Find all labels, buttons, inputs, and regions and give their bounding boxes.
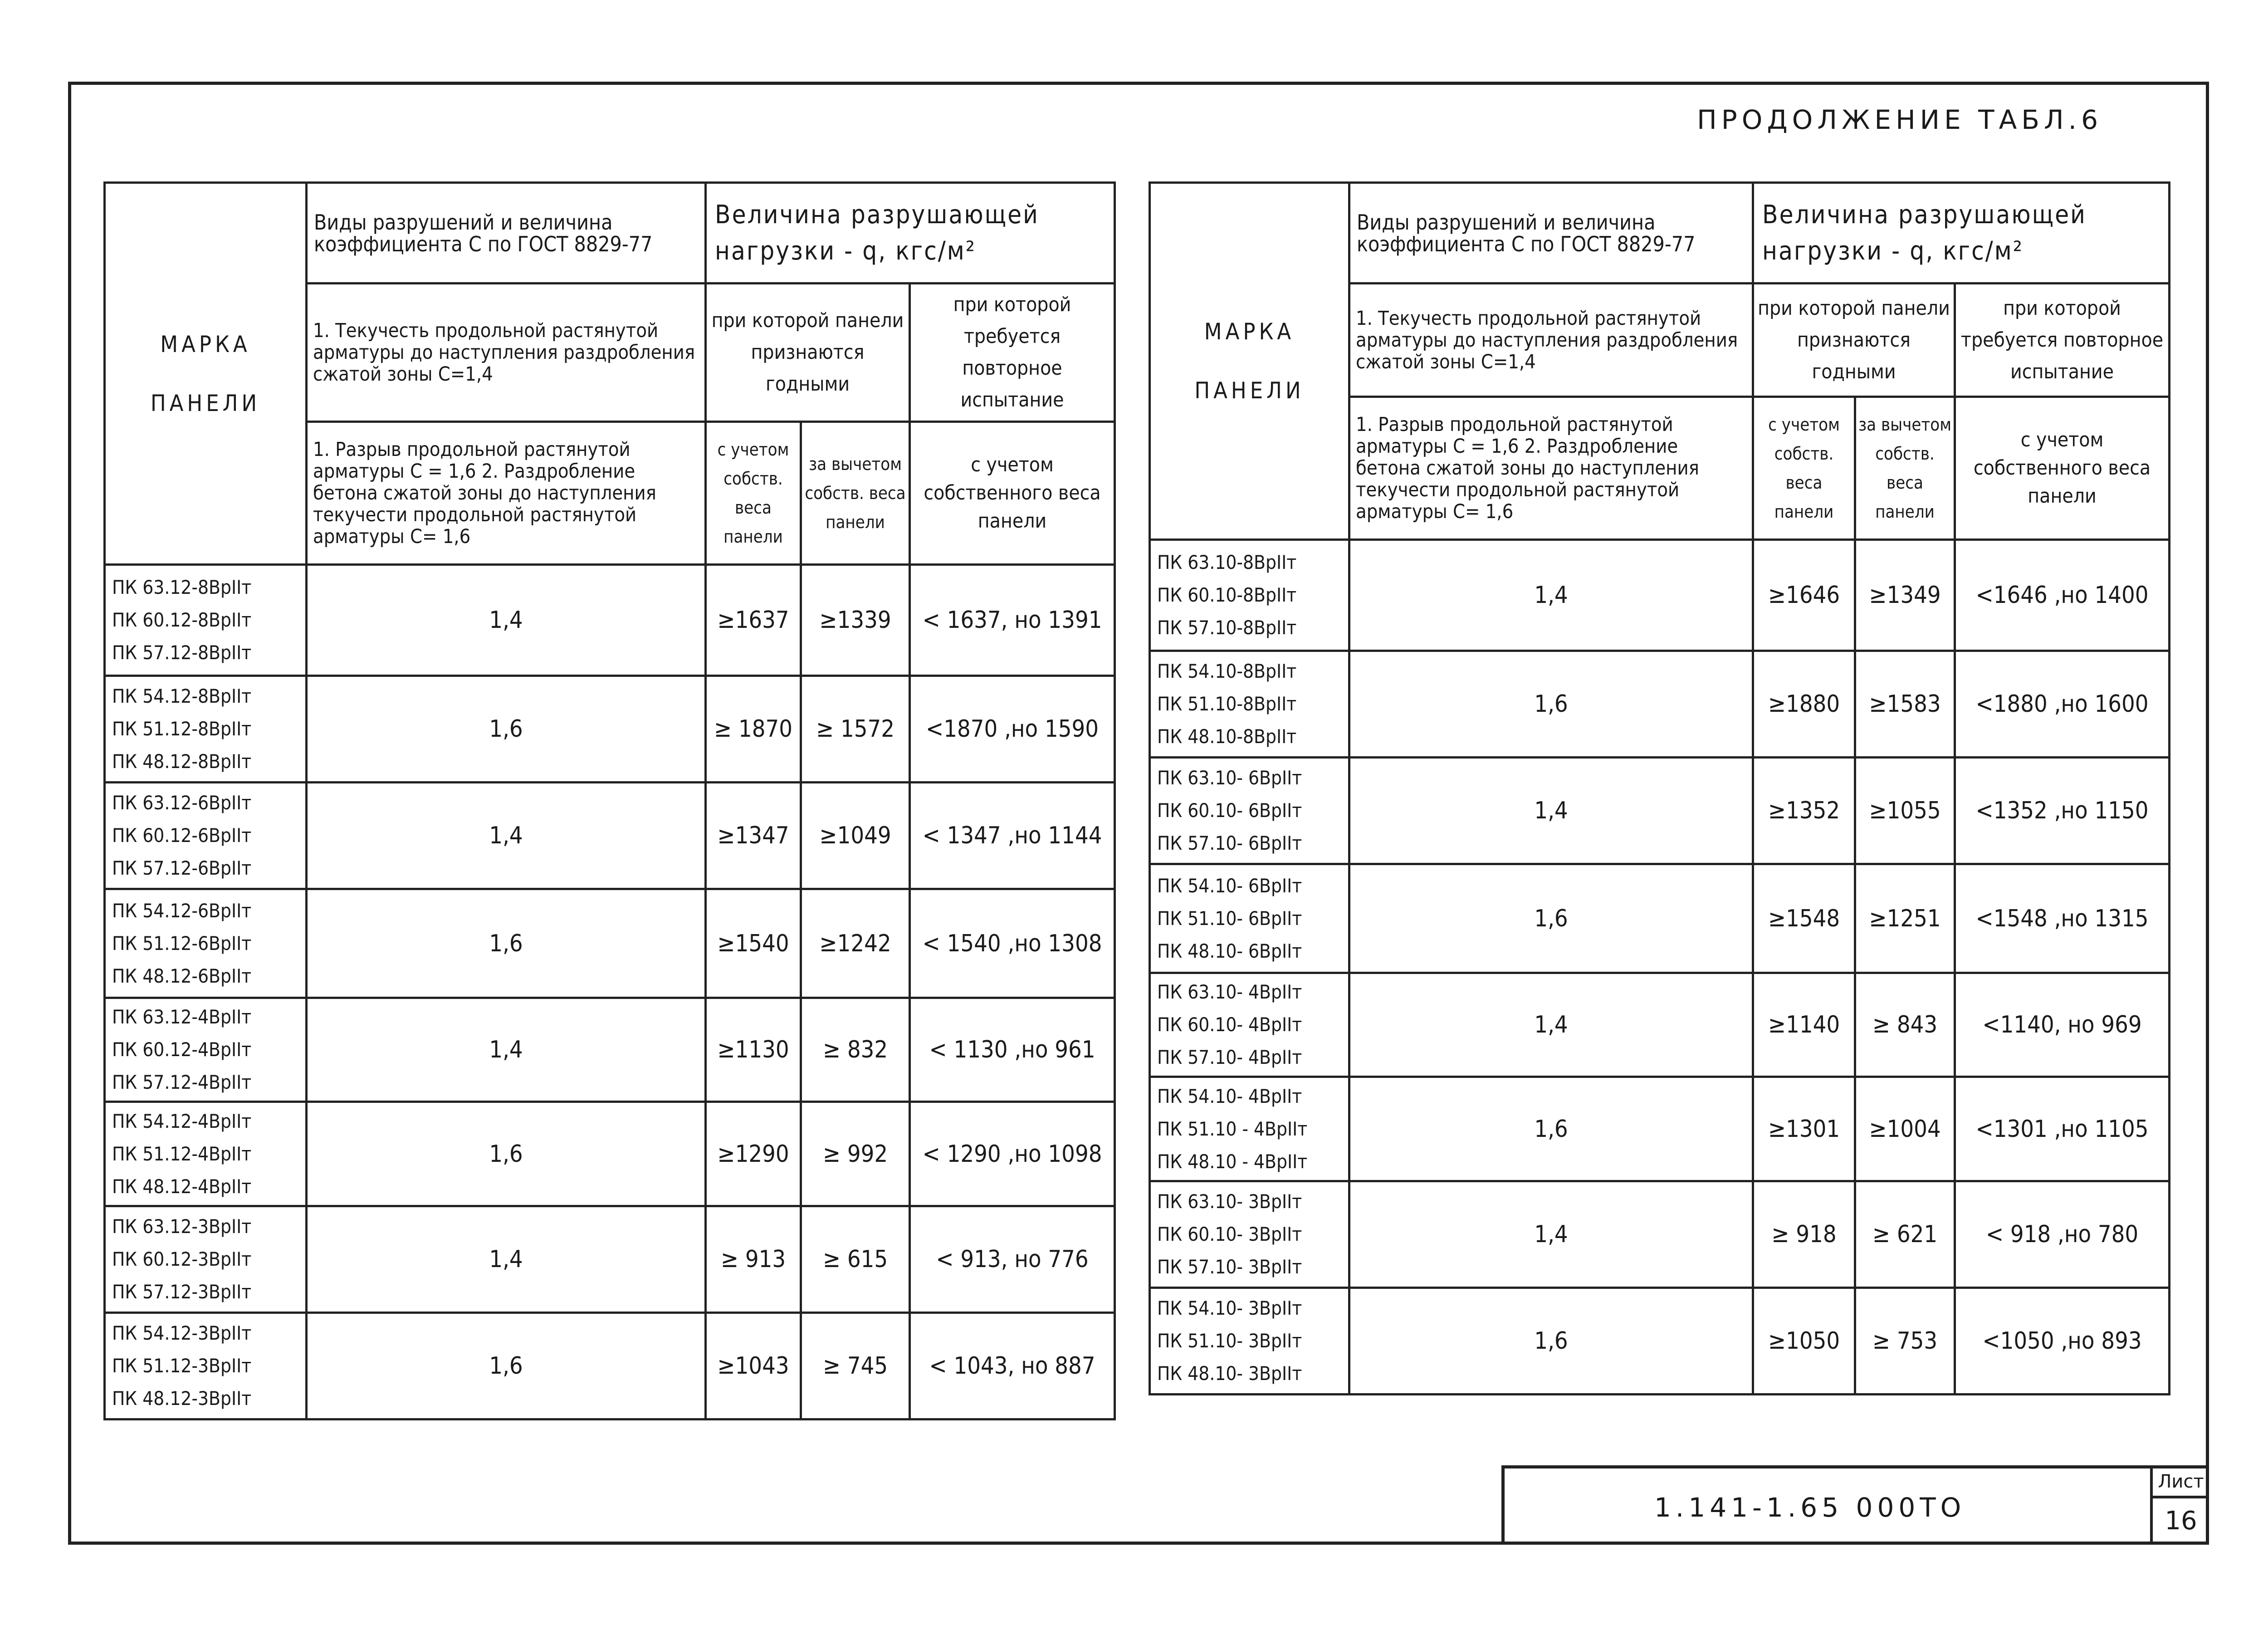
load-minus-weight-cell: ≥1242 (801, 889, 910, 998)
panel-mark: ПК 48.12-6ВрIIт (112, 964, 252, 987)
coefficient-c-cell: 1,6 (307, 889, 706, 998)
load-with-weight-cell: ≥1540 (706, 889, 801, 998)
panel-marks-cell (1150, 651, 1349, 758)
coefficient-c-cell: 1,4 (1349, 540, 1753, 651)
load-minus-weight-cell: ≥ 1572 (801, 676, 910, 783)
load-minus-weight-cell: ≥ 843 (1855, 973, 1955, 1077)
table-row (1150, 1288, 2170, 1395)
coefficient-c-cell: 1,6 (1349, 1288, 1753, 1395)
header-mark: МАРКА ПАНЕЛИ (1150, 183, 1349, 540)
panel-mark: ПК 57.12-3ВрIIт (112, 1281, 252, 1303)
load-with-weight-cell: ≥1548 (1753, 864, 1855, 973)
coefficient-c-cell: 1,6 (1349, 864, 1753, 973)
load-with-weight-cell: ≥1050 (1753, 1288, 1855, 1395)
coefficient-c-cell: 1,6 (307, 1102, 706, 1206)
load-with-weight-cell: ≥1880 (1753, 651, 1855, 758)
table-row (1150, 758, 2170, 864)
panel-mark: ПК 48.10- 6ВрIIт (1157, 940, 1302, 962)
header-with-own-weight: с учетом собственного веса панели (910, 422, 1115, 565)
panel-mark: ПК 60.10- 6ВрIIт (1157, 799, 1302, 822)
load-retest-cell: < 1637, но 1391 (910, 565, 1115, 676)
load-retest-cell: <1140, но 969 (1955, 973, 2170, 1077)
panel-marks-cell (105, 783, 307, 889)
coefficient-c-cell: 1,4 (1349, 973, 1753, 1077)
load-with-weight-cell: ≥ 913 (706, 1206, 801, 1313)
sheet-label: Лист (2153, 1468, 2209, 1498)
header-with-weight: с учетом собств. веса панели (706, 422, 801, 565)
panel-mark: ПК 63.12-8ВрIIт (112, 576, 252, 598)
load-retest-cell: < 1043, но 887 (910, 1313, 1115, 1419)
panel-mark: ПК 51.10- 3ВрIIт (1157, 1330, 1302, 1352)
load-retest-cell: < 1290 ,но 1098 (910, 1102, 1115, 1206)
document-code: 1.141-1.65 000ТО (1654, 1492, 1966, 1523)
load-minus-weight-cell: ≥ 832 (801, 998, 910, 1102)
coefficient-c-cell: 1,4 (1349, 1181, 1753, 1288)
load-minus-weight-cell: ≥1049 (801, 783, 910, 889)
panel-mark: ПК 51.10 - 4ВрIIт (1157, 1117, 1308, 1140)
coefficient-c-cell: 1,4 (307, 1206, 706, 1313)
panel-mark: ПК 48.10- 3ВрIIт (1157, 1362, 1302, 1385)
table-row (105, 998, 1115, 1102)
panel-mark: ПК 54.12-4ВрIIт (112, 1110, 252, 1132)
panel-mark: ПК 57.12-4ВрIIт (112, 1071, 252, 1093)
header-failure-types: Виды разрушений и величина коэффициента С по ГОСТ 8829-77 (307, 183, 706, 284)
panel-mark: ПК 54.12-6ВрIIт (112, 899, 252, 922)
load-with-weight-cell: ≥ 1870 (706, 676, 801, 783)
title-block (1501, 1465, 2209, 1545)
continuation-title: ПРОДОЛЖЕНИЕ ТАБЛ.6 (1697, 104, 2102, 135)
panel-mark: ПК 57.12-8ВрIIт (112, 641, 252, 664)
load-retest-cell: <1646 ,но 1400 (1955, 540, 2170, 651)
load-retest-cell: <1050 ,но 893 (1955, 1288, 2170, 1395)
load-with-weight-cell: ≥1130 (706, 998, 801, 1102)
panel-mark: ПК 57.10-8ВрIIт (1157, 617, 1297, 639)
load-minus-weight-cell: ≥1583 (1855, 651, 1955, 758)
table-row (1150, 540, 2170, 651)
panel-mark: ПК 60.12-8ВрIIт (112, 609, 252, 631)
panel-mark: ПК 48.12-3ВрIIт (112, 1387, 252, 1410)
load-retest-cell: <1352 ,но 1150 (1955, 758, 2170, 864)
sheet-number: 16 (2165, 1506, 2197, 1536)
load-with-weight-cell: ≥1646 (1753, 540, 1855, 651)
panel-marks-cell (105, 889, 307, 998)
load-minus-weight-cell: ≥ 615 (801, 1206, 910, 1313)
panel-mark: ПК 63.12-4ВрIIт (112, 1006, 252, 1028)
panel-mark: ПК 57.10- 4ВрIIт (1157, 1046, 1302, 1068)
load-minus-weight-cell: ≥1349 (1855, 540, 1955, 651)
table-row (1150, 1077, 2170, 1181)
panel-mark: ПК 48.10 - 4ВрIIт (1157, 1150, 1308, 1173)
coefficient-c-cell: 1,4 (307, 565, 706, 676)
panel-mark: ПК 48.10-8ВрIIт (1157, 725, 1297, 748)
panel-marks-cell (1150, 973, 1349, 1077)
load-retest-cell: <1301 ,но 1105 (1955, 1077, 2170, 1181)
header-retest: при которой требуется повторное испытание (1955, 284, 2170, 397)
load-with-weight-cell: ≥1637 (706, 565, 801, 676)
panel-mark: ПК 54.10-8ВрIIт (1157, 660, 1297, 682)
coefficient-c-cell: 1,4 (307, 783, 706, 889)
panel-mark: ПК 54.10- 4ВрIIт (1157, 1085, 1302, 1107)
load-retest-cell: < 1347 ,но 1144 (910, 783, 1115, 889)
panel-marks-cell (105, 676, 307, 783)
panel-mark: ПК 54.10- 3ВрIIт (1157, 1297, 1302, 1319)
panel-mark: ПК 54.10- 6ВрIIт (1157, 874, 1302, 897)
panel-mark: ПК 60.10- 3ВрIIт (1157, 1223, 1302, 1245)
table-row (1150, 1181, 2170, 1288)
coefficient-c-cell: 1,6 (1349, 651, 1753, 758)
header-with-weight: с учетом собств. веса панели (1753, 397, 1855, 540)
panel-mark: ПК 63.10- 6ВрIIт (1157, 767, 1302, 789)
panel-marks-cell (105, 565, 307, 676)
panel-mark: ПК 60.10- 4ВрIIт (1157, 1013, 1302, 1036)
load-minus-weight-cell: ≥1055 (1855, 758, 1955, 864)
panel-mark: ПК 57.12-6ВрIIт (112, 857, 252, 879)
panel-marks-cell (1150, 540, 1349, 651)
panel-mark: ПК 51.12-6ВрIIт (112, 932, 252, 954)
panel-marks-cell (105, 1313, 307, 1419)
load-minus-weight-cell: ≥ 745 (801, 1313, 910, 1419)
panel-mark: ПК 63.12-3ВрIIт (112, 1215, 252, 1238)
load-minus-weight-cell: ≥ 992 (801, 1102, 910, 1206)
coefficient-c-cell: 1,4 (1349, 758, 1753, 864)
panel-marks-cell (1150, 864, 1349, 973)
panel-mark: ПК 63.10- 3ВрIIт (1157, 1190, 1302, 1213)
header-failure-types: Виды разрушений и величина коэффициента С по ГОСТ 8829-77 (1349, 183, 1753, 284)
table-row (105, 1313, 1115, 1419)
panel-marks-cell (1150, 1288, 1349, 1395)
panel-mark: ПК 60.10-8ВрIIт (1157, 584, 1297, 606)
panel-mark: ПК 48.12-8ВрIIт (112, 750, 252, 773)
table-row (1150, 651, 2170, 758)
panel-marks-cell (105, 1102, 307, 1206)
panel-mark: ПК 63.12-6ВрIIт (112, 792, 252, 814)
panel-mark: ПК 57.10- 3ВрIIт (1157, 1256, 1302, 1278)
panel-mark: ПК 63.10- 4ВрIIт (1157, 981, 1302, 1003)
panel-marks-cell (105, 998, 307, 1102)
panel-marks-cell (1150, 758, 1349, 864)
table-row (105, 676, 1115, 783)
header-condition-2: 1. Разрыв продольной растянутой арматуры С = 1,6 2. Раздробление бетона сжатой зоны до наступления текучести продольной растянутой арматуры С= 1,6 (307, 422, 706, 565)
load-with-weight-cell: ≥ 918 (1753, 1181, 1855, 1288)
panel-mark: ПК 51.10-8ВрIIт (1157, 693, 1297, 715)
load-retest-cell: <1870 ,но 1590 (910, 676, 1115, 783)
panel-mark: ПК 51.12-4ВрIIт (112, 1142, 252, 1165)
sheet-box (2150, 1468, 2209, 1545)
load-with-weight-cell: ≥1352 (1753, 758, 1855, 864)
panel-mark: ПК 54.12-8ВрIIт (112, 685, 252, 707)
coefficient-c-cell: 1,6 (307, 1313, 706, 1419)
header-minus-weight: за вычетом собств. веса панели (1855, 397, 1955, 540)
header-retest: при которой требуется повторное испытание (910, 284, 1115, 422)
header-fit: при которой панели признаются годными (1753, 284, 1955, 397)
panel-marks-cell (1150, 1181, 1349, 1288)
load-minus-weight-cell: ≥ 753 (1855, 1288, 1955, 1395)
load-retest-cell: < 913, но 776 (910, 1206, 1115, 1313)
table-row (105, 1206, 1115, 1313)
load-with-weight-cell: ≥1140 (1753, 973, 1855, 1077)
table-row (1150, 973, 2170, 1077)
load-table-right (1149, 181, 2170, 1395)
panel-mark: ПК 63.10-8ВрIIт (1157, 551, 1297, 573)
coefficient-c-cell: 1,6 (1349, 1077, 1753, 1181)
panel-marks-cell (1150, 1077, 1349, 1181)
panel-mark: ПК 54.12-3ВрIIт (112, 1322, 252, 1344)
load-with-weight-cell: ≥1301 (1753, 1077, 1855, 1181)
panel-mark: ПК 60.12-4ВрIIт (112, 1038, 252, 1061)
panel-marks-cell (105, 1206, 307, 1313)
header-condition-2: 1. Разрыв продольной растянутой арматуры С = 1,6 2. Раздробление бетона сжатой зоны до наступления текучести продольной растянутой арматуры С= 1,6 (1349, 397, 1753, 540)
table-row (105, 783, 1115, 889)
load-minus-weight-cell: ≥1004 (1855, 1077, 1955, 1181)
panel-mark: ПК 60.12-3ВрIIт (112, 1248, 252, 1270)
header-load: Величина разрушающей нагрузки - q, кгс/м² (706, 183, 1115, 284)
load-minus-weight-cell: ≥ 621 (1855, 1181, 1955, 1288)
load-with-weight-cell: ≥1043 (706, 1313, 801, 1419)
load-retest-cell: < 1540 ,но 1308 (910, 889, 1115, 998)
header-mark: МАРКА ПАНЕЛИ (105, 183, 307, 565)
header-condition-1: 1. Текучесть продольной растянутой арматуры до наступления раздробления сжатой зоны С=1,4 (307, 284, 706, 422)
load-with-weight-cell: ≥1290 (706, 1102, 801, 1206)
load-retest-cell: <1880 ,но 1600 (1955, 651, 2170, 758)
coefficient-c-cell: 1,4 (307, 998, 706, 1102)
load-minus-weight-cell: ≥1251 (1855, 864, 1955, 973)
table-row (105, 889, 1115, 998)
header-fit: при которой панели признаются годными (706, 284, 910, 422)
load-with-weight-cell: ≥1347 (706, 783, 801, 889)
load-retest-cell: < 1130 ,но 961 (910, 998, 1115, 1102)
header-with-own-weight: с учетом собственного веса панели (1955, 397, 2170, 540)
header-condition-1: 1. Текучесть продольной растянутой арматуры до наступления раздробления сжатой зоны С=1,4 (1349, 284, 1753, 397)
load-minus-weight-cell: ≥1339 (801, 565, 910, 676)
coefficient-c-cell: 1,6 (307, 676, 706, 783)
load-retest-cell: < 918 ,но 780 (1955, 1181, 2170, 1288)
table-row (105, 565, 1115, 676)
panel-mark: ПК 51.12-8ВрIIт (112, 718, 252, 740)
panel-mark: ПК 48.12-4ВрIIт (112, 1175, 252, 1198)
panel-mark: ПК 57.10- 6ВрIIт (1157, 832, 1302, 854)
load-table-left (103, 181, 1116, 1420)
header-load: Величина разрушающей нагрузки - q, кгс/м² (1753, 183, 2170, 284)
panel-mark: ПК 60.12-6ВрIIт (112, 824, 252, 847)
table-row (1150, 864, 2170, 973)
table-row (105, 1102, 1115, 1206)
panel-mark: ПК 51.12-3ВрIIт (112, 1355, 252, 1377)
load-retest-cell: <1548 ,но 1315 (1955, 864, 2170, 973)
panel-mark: ПК 51.10- 6ВрIIт (1157, 907, 1302, 930)
header-minus-weight: за вычетом собств. веса панели (801, 422, 910, 565)
